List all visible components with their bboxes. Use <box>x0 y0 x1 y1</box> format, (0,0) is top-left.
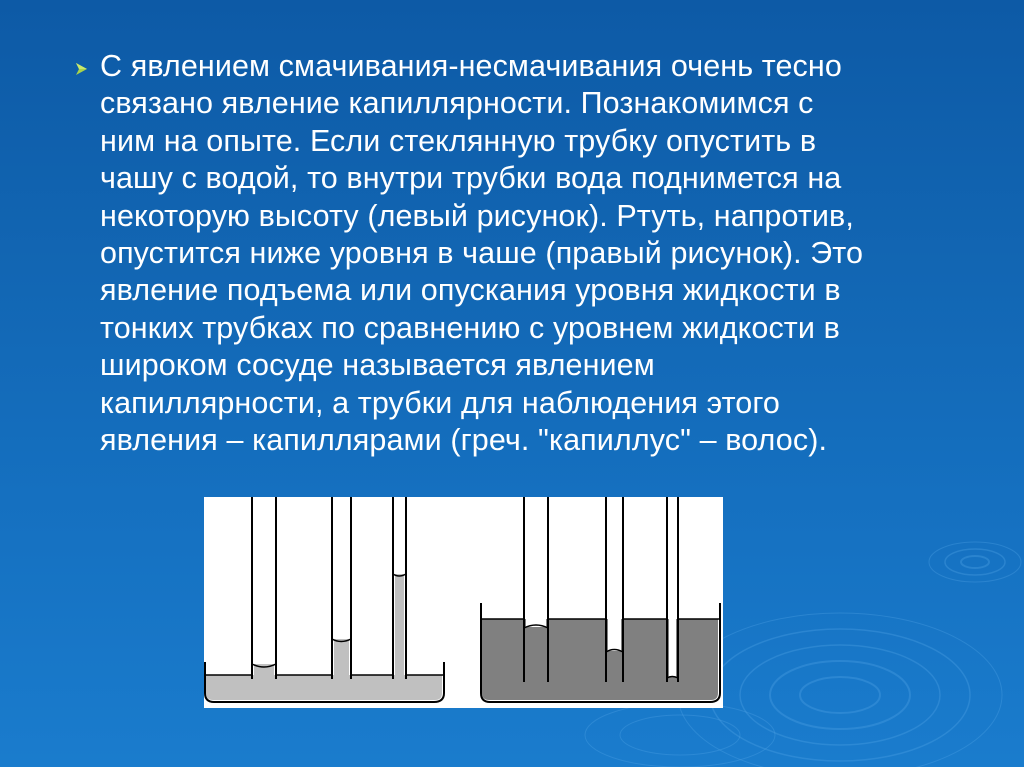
arrowhead-bullet-icon <box>64 61 100 77</box>
mercury-capillary-illustration <box>481 497 720 702</box>
bullet-paragraph: С явлением смачивания-несмачивания очень тесно связано явление капиллярности. Познакомимся с ним на опыте. Если стеклянную трубку опустить в чашу с водой, то внутри трубки вода поднимется на некоторую высоту (левый рисунок). Ртуть, напротив, опустится ниже уровня в чаше (правый рисунок). Это явление подъема или опускания уровня жидкости в тонких трубках по сравнению с уровнем жидкости в широком сосуде называется явлением капиллярности, а трубки для наблюдения этого явления – капиллярами (греч. "капиллус" – волос). <box>100 49 864 458</box>
bullet-item <box>64 48 964 459</box>
water-capillary-illustration <box>205 497 444 702</box>
capillarity-figure <box>204 497 723 708</box>
